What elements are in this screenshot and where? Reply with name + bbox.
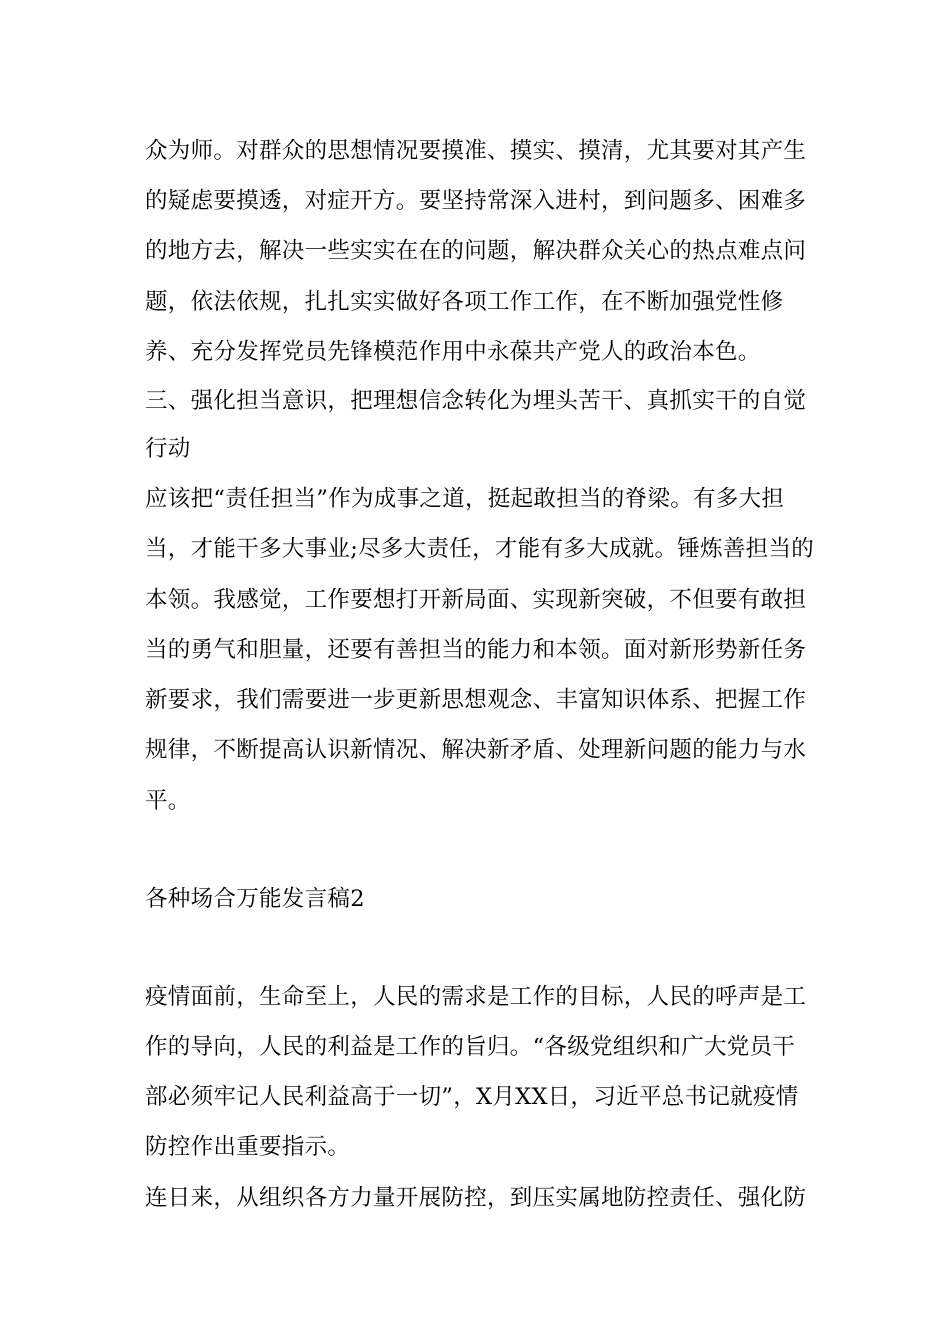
text-line: 本领。我感觉，工作要想打开新局面、实现新突破，不但要有敢担 <box>145 587 807 613</box>
text-line: 众为师。对群众的思想情况要摸准、摸实、摸清，尤其要对其产生 <box>145 138 807 164</box>
section-heading: 三、强化担当意识，把理想信念转化为埋头苦干、真抓实干的自觉 <box>145 388 807 414</box>
text-line: 连日来，从组织各方力量开展防控，到压实属地防控责任、强化防 <box>145 1185 807 1211</box>
text-line: 新要求，我们需要进一步更新思想观念、丰富知识体系、把握工作 <box>145 687 807 713</box>
text-line: 疫情面前，生命至上，人民的需求是工作的目标，人民的呼声是工 <box>145 984 807 1010</box>
text-line: 平。 <box>145 788 191 814</box>
text-line: 养、充分发挥党员先锋模范作用中永葆共产党人的政治本色。 <box>145 339 761 365</box>
text-line: 部必须牢记人民利益高于一切”，X月XX日，习近平总书记就疫情 <box>145 1084 799 1110</box>
text-line: 的地方去，解决一些实实在在的问题，解决群众关心的热点难点问 <box>145 238 807 264</box>
text-line: 题，依法依规，扎扎实实做好各项工作工作，在不断加强党性修 <box>145 289 784 315</box>
text-line: 规律，不断提高认识新情况、解决新矛盾、处理新问题的能力与水 <box>145 737 807 763</box>
text-line: 作的导向，人民的利益是工作的旨归。“各级党组织和广大党员干 <box>145 1034 796 1060</box>
text-line: 防控作出重要指示。 <box>145 1134 351 1160</box>
text-line: 的疑虑要摸透，对症开方。要坚持常深入进村，到问题多、困难多 <box>145 188 807 214</box>
text-line: 当，才能干多大事业;尽多大责任，才能有多大成就。锤炼善担当的 <box>145 536 815 562</box>
text-line: 当的勇气和胆量，还要有善担当的能力和本领。面对新形势新任务 <box>145 637 807 663</box>
document-title: 各种场合万能发言稿2 <box>145 886 365 912</box>
text-line: 应该把“责任担当”作为成事之道，挺起敢担当的脊梁。有多大担 <box>145 486 785 512</box>
section-heading: 行动 <box>145 436 191 462</box>
